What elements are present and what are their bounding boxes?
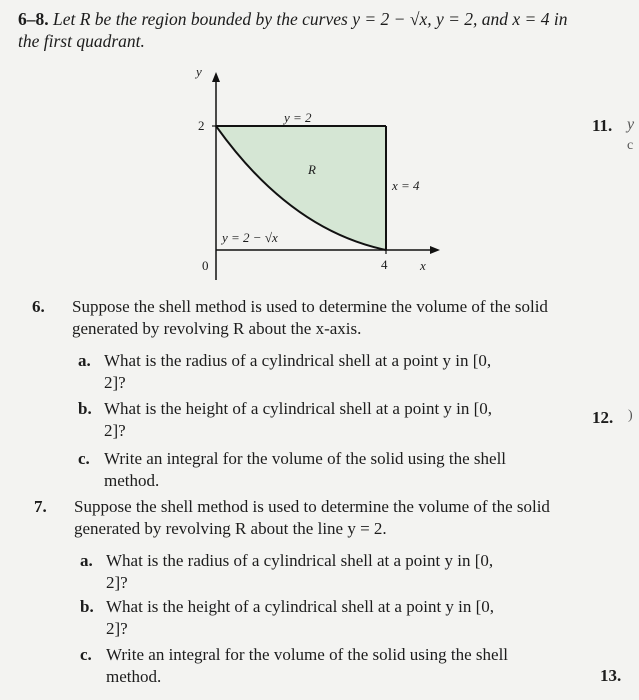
header-text: Let R be the region bounded by the curves y = 2 − √x, y = 2, and x = 4 in the first quadrant.	[18, 9, 568, 51]
header-number: 6–8.	[18, 9, 49, 29]
region-figure	[180, 64, 450, 280]
problem-7-text: Suppose the shell method is used to determine the volume of the solid generated by revolving R about the line y = 2.	[74, 497, 550, 538]
y-axis-arrow	[212, 72, 220, 82]
problem-7-part-b	[80, 596, 550, 640]
part-label: a.	[80, 551, 93, 570]
problem-set-header	[18, 8, 578, 52]
problem-6-text: Suppose the shell method is used to determine the volume of the solid generated by revolving R about the x-axis.	[72, 297, 548, 338]
label-y-equals-2: y = 2	[284, 110, 312, 125]
problem-6-number: 6.	[32, 297, 45, 316]
x-axis-arrow	[430, 246, 440, 254]
margin-item-12-partial: )	[628, 408, 633, 423]
label-x-equals-4: x = 4	[392, 178, 420, 193]
part-label: c.	[78, 449, 90, 468]
tick-label-x-4: 4	[381, 257, 388, 272]
problem-6-part-a	[78, 350, 548, 394]
part-text: What is the radius of a cylindrical shell at a point y in [0, 2]?	[106, 551, 494, 592]
problem-7-number: 7.	[34, 497, 47, 516]
part-label: b.	[80, 597, 94, 616]
y-axis-label: y	[196, 64, 202, 79]
margin-item-13: 13.	[600, 666, 622, 685]
part-label: a.	[78, 351, 91, 370]
problem-6	[32, 296, 572, 340]
part-text: Write an integral for the volume of the solid using the shell method.	[104, 449, 507, 490]
margin-item-12: 12.	[592, 408, 614, 427]
label-region-r: R	[308, 162, 316, 177]
problem-6-part-c	[78, 448, 548, 492]
part-text: What is the height of a cylindrical shell at a point y in [0, 2]?	[106, 597, 495, 638]
origin-label: 0	[202, 258, 209, 273]
problem-7-part-c	[80, 644, 550, 688]
part-text: What is the radius of a cylindrical shell at a point y in [0, 2]?	[104, 351, 492, 392]
problem-6-part-b	[78, 398, 548, 442]
x-axis-label: x	[420, 258, 426, 273]
part-text: What is the height of a cylindrical shell at a point y in [0, 2]?	[104, 399, 493, 440]
part-label: c.	[80, 645, 92, 664]
label-curve: y = 2 − √x	[222, 230, 278, 245]
margin-item-11: 11.	[592, 116, 613, 135]
part-label: b.	[78, 399, 92, 418]
problem-7	[34, 496, 574, 540]
part-text: Write an integral for the volume of the solid using the shell method.	[106, 645, 509, 686]
tick-label-y-2: 2	[198, 118, 205, 133]
margin-item-11-partial2: c	[627, 138, 634, 153]
problem-7-part-a	[80, 550, 550, 594]
margin-item-11-partial: y	[627, 116, 635, 133]
